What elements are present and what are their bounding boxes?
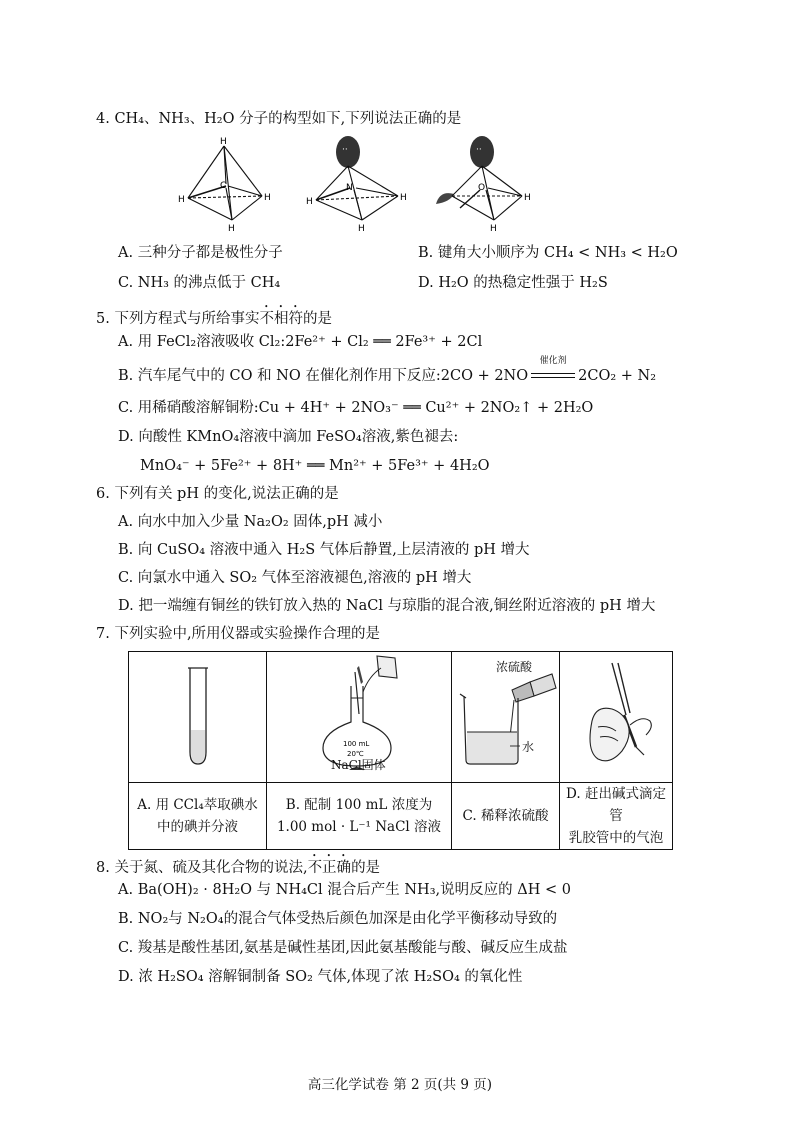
test-tube-icon [178,660,218,770]
h2o-o: O [478,183,486,193]
h2o-h-right: H [524,193,531,203]
ch4-h-top: H [220,137,227,147]
water-label: 水 [522,740,535,754]
q7-experiment-table [128,651,673,850]
ch4-structure [176,134,276,234]
burette-hand-icon [566,655,666,775]
nh3-h-bottom: H [358,224,365,234]
q7-picture-a [129,652,267,783]
q8-option-c: C. 羧基是酸性基团,氨基是碱性基团,因此氨基酸能与酸、碱反应生成盐 [118,940,568,956]
q5-option-d-line2: MnO₄⁻ + 5Fe²⁺ + 8H⁺ ══ Mn²⁺ + 5Fe³⁺ + 4H₂O [140,458,490,474]
q6-option-c: C. 向氯水中通入 SO₂ 气体至溶液褪色,溶液的 pH 增大 [118,570,472,586]
flask-temp-label: 20℃ [347,750,364,758]
nh3-h-left: H [306,197,313,207]
q8-option-a: A. Ba(OH)₂ · 8H₂O 与 NH₄Cl 混合后产生 NH₃,说明反应的 ΔH < 0 [118,882,571,898]
q8-stem-emphasis: 不正确 [307,860,352,876]
q8-stem-post: 的是 [351,860,381,876]
q6-option-a: A. 向水中加入少量 Na₂O₂ 固体,pH 减小 [118,514,383,530]
q4-stem: 4. CH₄、NH₃、H₂O 分子的构型如下,下列说法正确的是 [96,111,462,127]
q7-caption-d-line1: D. 赶出碱式滴定管 [566,786,666,824]
q7-caption-a-line2: 中的碘并分液 [157,819,238,835]
nh3-h-right: H [400,193,407,203]
q5-stem-post: 的是 [302,311,332,327]
q7-caption-a [129,783,267,850]
svg-text:··: ·· [342,145,348,155]
nacl-solid-label: NaCl固体 [331,758,386,772]
q6-option-b: B. 向 CuSO₄ 溶液中通入 H₂S 气体后静置,上层清液的 pH 增大 [118,542,530,558]
q7-stem: 7. 下列实验中,所用仪器或实验操作合理的是 [96,626,381,642]
q5-option-d-line1: D. 向酸性 KMnO₄溶液中滴加 FeSO₄溶液,紫色褪去: [118,429,459,445]
q5-stem-emphasis: 不相符 [259,311,303,327]
catalyst-equals-sign [531,356,575,382]
flask-volume-label: 100 mL [343,740,370,748]
q8-option-b: B. NO₂与 N₂O₄的混合气体受热后颜色加深是由化学平衡移动导致的 [118,911,558,927]
q7-picture-b [267,652,452,783]
ch4-h-bottom: H [228,224,235,234]
h2o-lone-pair-top [470,136,494,168]
q7-caption-b-line1: B. 配制 100 mL 浓度为 [285,797,433,813]
q4-option-a: A. 三种分子都是极性分子 [118,245,283,261]
q5-option-c: C. 用稀硝酸溶解铜粉:Cu + 4H⁺ + 2NO₃⁻ ══ Cu²⁺ + 2NO₂↑ + 2H₂O [118,400,594,416]
q7-caption-c: C. 稀释浓硫酸 [452,783,560,850]
q7-caption-a-line1: A. 用 CCl₄萃取碘水 [137,797,258,813]
q5-option-b [118,356,657,386]
nh3-lone-pair [336,136,360,168]
q6-stem: 6. 下列有关 pH 的变化,说法正确的是 [96,486,339,502]
ch4-h-left: H [178,195,185,205]
nh3-n: N [346,183,353,193]
q7-picture-c [452,652,560,783]
h2o-h-bottom: H [490,224,497,234]
q4-option-c: C. NH₃ 的沸点低于 CH₄ [118,275,281,291]
ch4-h-right: H [264,193,271,203]
q4-option-d: D. H₂O 的热稳定性强于 H₂S [418,275,608,291]
q7-picture-d [560,652,673,783]
h2o-lone-pair-left [436,193,454,204]
q5-option-b-post: 2CO₂ + N₂ [578,368,657,384]
q7-caption-b [267,783,452,850]
q7-caption-b-line2: 1.00 mol · L⁻¹ NaCl 溶液 [276,819,442,835]
q8-stem [96,852,380,878]
q5-stem [96,303,332,329]
q4-option-b: B. 键角大小顺序为 CH₄ < NH₃ < H₂O [418,245,678,261]
ch4-c: C [220,181,227,191]
q8-option-d: D. 浓 H₂SO₄ 溶解铜制备 SO₂ 气体,体现了浓 H₂SO₄ 的氧化性 [118,969,523,985]
q5-option-a: A. 用 FeCl₂溶液吸收 Cl₂:2Fe²⁺ + Cl₂ ══ 2Fe³⁺ + 2Cl [118,334,483,350]
h2o-structure [430,132,540,234]
q8-stem-pre: 8. 关于氮、硫及其化合物的说法, [96,860,308,876]
q5-option-b-pre: B. 汽车尾气中的 CO 和 NO 在催化剂作用下反应:2CO + 2NO [118,368,529,384]
q7-caption-d [560,783,673,850]
nh3-structure [306,132,416,234]
page-footer: 高三化学试卷 第 2 页(共 9 页) [307,1077,493,1093]
beaker-dilution-icon [452,668,560,778]
q5-stem-pre: 5. 下列方程式与所给事实 [96,311,260,327]
conc-sulfuric-acid-label: 浓硫酸 [496,660,533,674]
q6-option-d: D. 把一端缠有铜丝的铁钉放入热的 NaCl 与琼脂的混合液,铜丝附近溶液的 pH 增大 [118,598,656,614]
catalyst-label: 催化剂 [539,356,567,366]
svg-text:··: ·· [476,145,482,155]
q7-caption-d-line2: 乳胶管中的气泡 [568,830,664,846]
